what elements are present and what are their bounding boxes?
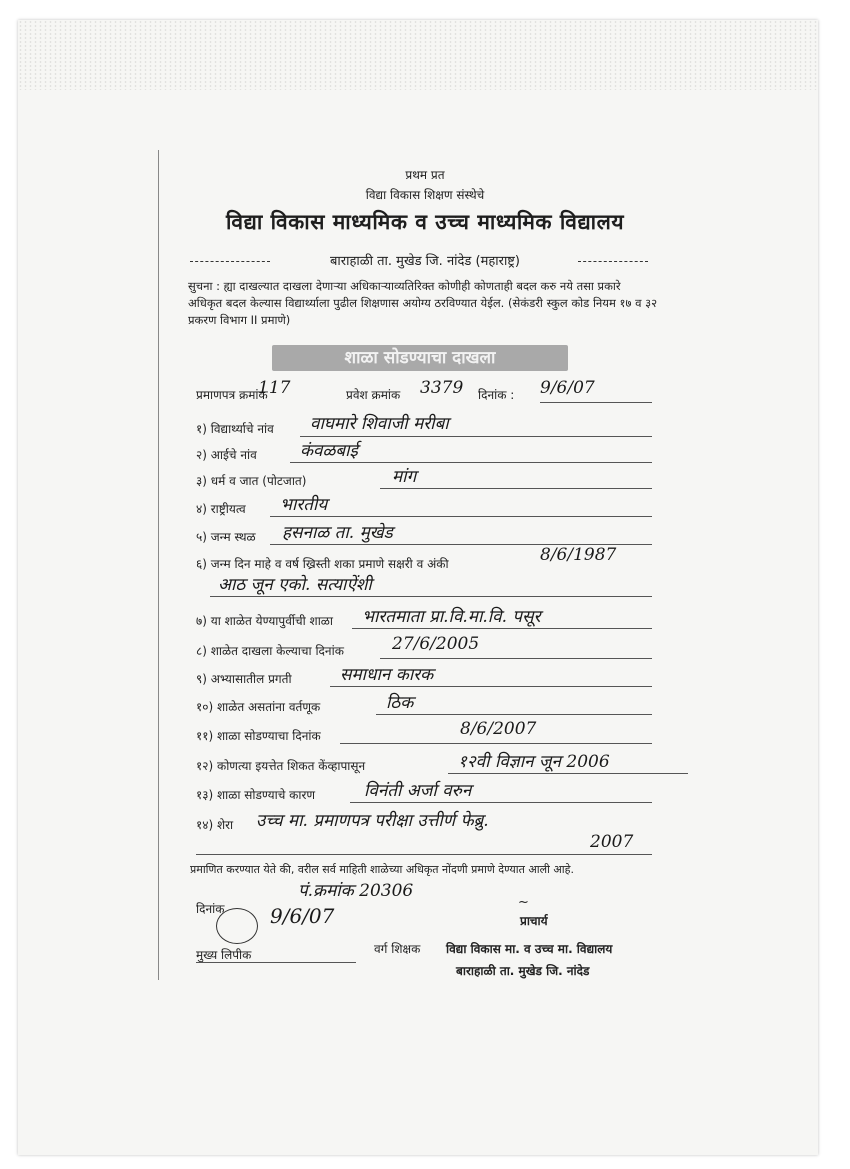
- clerk-signature: [216, 908, 258, 944]
- location-dash-right: [578, 261, 648, 262]
- field-value: उच्च मा. प्रमाणपत्र परीक्षा उत्तीर्ण फेब्रु.: [256, 811, 489, 831]
- stamp-line-1: विद्या विकास मा. व उच्च मा. विद्यालय: [446, 942, 613, 956]
- field-underline: [330, 686, 652, 687]
- cert-no-label: प्रमाणपत्र क्रमांक: [196, 388, 268, 402]
- field-label: ८) शाळेत दाखला केल्याचा दिनांक: [196, 644, 344, 658]
- admission-no-label: प्रवेश क्रमांक: [346, 388, 401, 402]
- field-label: ७) या शाळेत येण्यापुर्वीची शाळा: [196, 614, 334, 628]
- notice-text: सुचना : ह्या दाखल्यात दाखला देणाऱ्या अधिकाऱ्याव्यतिरिक्त कोणीही कोणताही बदल करु नये तसा प्रकारे अधिकृत बदल केल्यास विद्यार्थ्याला पुढील शिक्षणास अयोग्य ठरविण्यात येईल. (सेकंडरी स्कुल कोड नियम १७ व ३२ प्रकरण विभाग II प्रमाणे): [188, 279, 658, 327]
- school-location: बाराहाळी ता. मुखेड जि. नांदेड (महाराष्ट्र): [330, 254, 520, 269]
- field-underline: [196, 854, 652, 855]
- left-margin-rule: [158, 150, 159, 980]
- field-underline: [270, 516, 652, 517]
- footer-date-value: 9/6/07: [270, 904, 335, 928]
- register-number: पं.क्रमांक 20306: [298, 881, 414, 901]
- field-label: ११) शाळा सोडण्याचा दिनांक: [196, 729, 321, 743]
- field-value: वाघमारे शिवाजी मरीबा: [310, 414, 449, 434]
- certify-text: प्रमाणित करण्यात येते की, वरील सर्व माहिती शाळेच्या अधिकृत नोंदणी प्रमाणे देण्यात आली आहे.: [190, 863, 574, 876]
- field-value: १२वी विज्ञान जून 2006: [458, 752, 610, 772]
- field-label: १) विद्यार्थ्याचे नांव: [196, 422, 274, 436]
- field-value: ठिक: [386, 693, 414, 713]
- field-label: १३) शाळा सोडण्याचे कारण: [196, 788, 316, 802]
- field-underline: [300, 436, 652, 437]
- stamp-line-2: बाराहाळी ता. मुखेड जि. नांदेड: [456, 964, 590, 978]
- principal-signature: ~: [518, 895, 529, 910]
- admission-no-value: 3379: [420, 378, 464, 398]
- field-label: २) आईचे नांव: [196, 448, 257, 462]
- field-value: 2007: [590, 832, 634, 852]
- cert-no-value: 117: [258, 378, 291, 398]
- field-label: ४) राष्ट्रीयत्व: [196, 502, 246, 516]
- field-label: ६) जन्म दिन माहे व वर्ष ख्रिस्ती शका प्रमाणे सक्षरी व अंकी: [196, 557, 449, 571]
- principal-label: प्राचार्य: [520, 914, 548, 928]
- copy-label: प्रथम प्रत: [405, 168, 445, 182]
- field-value: हसनाळ ता. मुखेड: [282, 523, 393, 543]
- field-underline: [210, 596, 652, 597]
- school-name: विद्या विकास माध्यमिक व उच्च माध्यमिक विद्यालय: [225, 210, 625, 234]
- field-value: भारतमाता प्रा.वि.मा.वि. पसूर: [362, 607, 541, 627]
- clerk-label: मुख्य लिपीक: [196, 948, 252, 962]
- field-underline: [352, 628, 652, 629]
- field-label: ३) धर्म व जात (पोटजात): [196, 474, 307, 488]
- field-underline: [448, 773, 688, 774]
- field-underline: [380, 488, 652, 489]
- scan-noise: [18, 20, 818, 90]
- issue-date-value: 9/6/07: [540, 378, 595, 398]
- footer-date-label: दिनांक: [196, 902, 225, 916]
- field-value: कंवळबाई: [300, 441, 358, 461]
- field-value: 27/6/2005: [392, 634, 480, 654]
- class-teacher-label: वर्ग शिक्षक: [374, 942, 421, 956]
- field-underline: [340, 743, 652, 744]
- field-underline: [290, 462, 652, 463]
- field-underline: [380, 658, 652, 659]
- field-value: आठ जून एको. सत्याऐंशी: [218, 575, 372, 595]
- field-underline: [376, 714, 652, 715]
- field-label: ९) अभ्यासातील प्रगती: [196, 672, 292, 686]
- field-underline: [350, 802, 652, 803]
- field-value: समाधान कारक: [340, 665, 434, 685]
- certificate-title-banner: शाळा सोडण्याचा दाखला: [272, 345, 568, 371]
- issue-date-label: दिनांक :: [478, 388, 515, 402]
- society-name: विद्या विकास शिक्षण संस्थेचे: [365, 188, 485, 202]
- field-value: भारतीय: [280, 495, 328, 515]
- field-label: १२) कोणत्या इयत्तेत शिकत केंव्हापासून: [196, 759, 366, 773]
- field-label: १०) शाळेत असतांना वर्तणूक: [196, 700, 321, 714]
- field-value: 8/6/2007: [460, 719, 537, 739]
- meta-underline: [540, 402, 652, 403]
- field-value: मांग: [392, 467, 417, 487]
- field-value: विनंती अर्जा वरुन: [364, 781, 472, 801]
- field-label: ५) जन्म स्थळ: [196, 530, 256, 544]
- clerk-underline: [196, 962, 356, 963]
- field-label: १४) शेरा: [196, 818, 234, 832]
- field-value: 8/6/1987: [540, 545, 617, 565]
